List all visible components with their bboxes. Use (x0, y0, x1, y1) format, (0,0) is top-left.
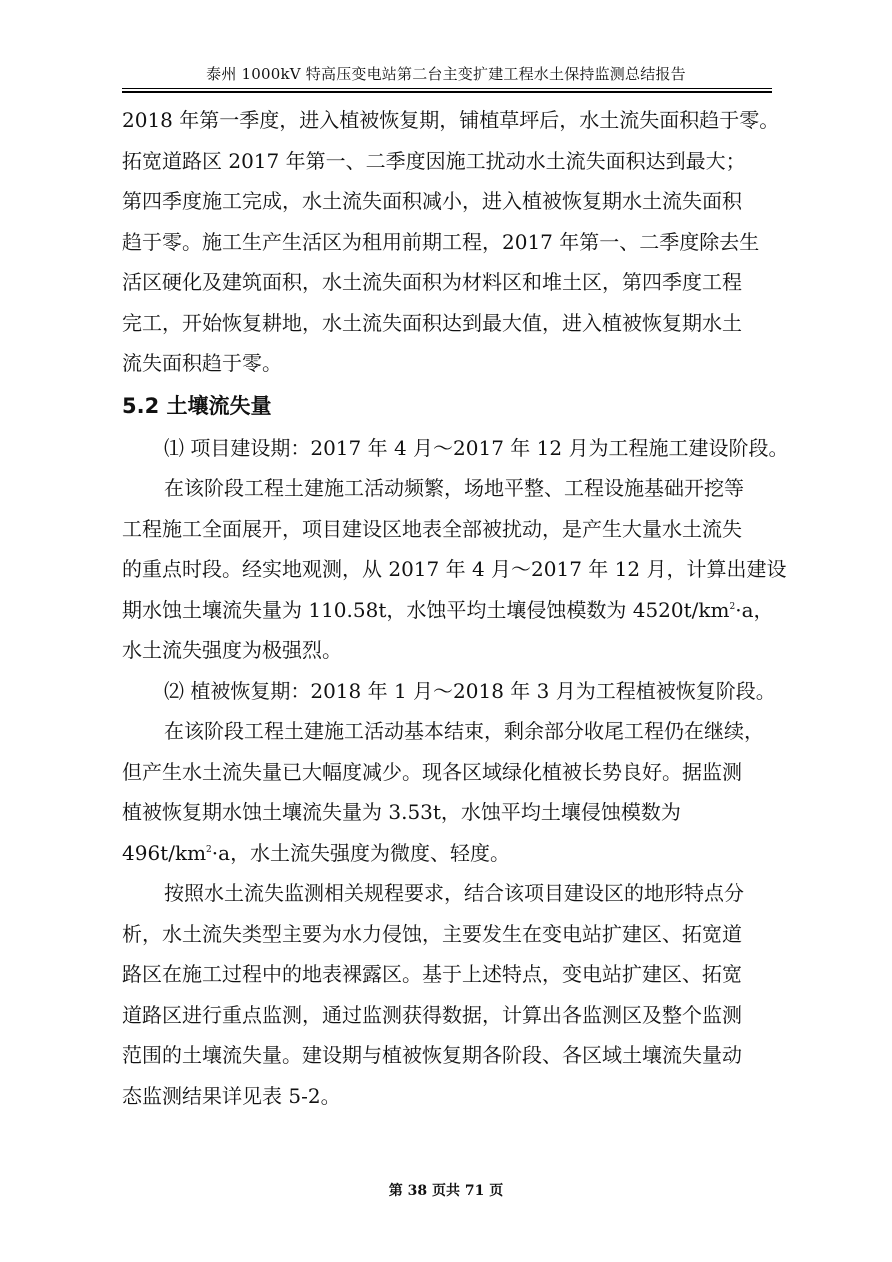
text-line: 析，水土流失类型主要为水力侵蚀，主要发生在变电站扩建区、拓宽道 (122, 921, 742, 946)
page-number: 第 38 页共 71 页 (388, 1183, 504, 1199)
text-line: 完工，开始恢复耕地，水土流失面积达到最大值，进入植被恢复期水土 (122, 310, 742, 335)
header-divider (122, 88, 772, 89)
text-line: 态监测结果详见表 5-2。 (122, 1083, 341, 1108)
paragraph-vegetation-period (122, 711, 778, 873)
section-heading: 5.2 土壤流失量 (122, 393, 272, 418)
text-line: 2018 年第一季度，进入植被恢复期，铺植草坪后，水土流失面积趋于零。 (122, 108, 780, 132)
report-header-title: 泰州 1000kV 特高压变电站第二台主变扩建工程水土保持监测总结报告 (206, 65, 686, 83)
text-line: 工程施工全面展开，项目建设区地表全部被扰动，是产生大量水土流失 (122, 516, 742, 541)
text-run: ·a， (735, 597, 774, 622)
text-line: 拓宽道路区 2017 年第一、二季度因施工扰动水土流失面积达到最大； (122, 148, 746, 173)
paragraph-monitoring-summary (122, 873, 778, 1116)
text-line: 活区硬化及建筑面积，水土流失面积为材料区和堆土区，第四季度工程 (122, 270, 742, 294)
text-line: 路区在施工过程中的地表裸露区。基于上述特点，变电站扩建区、拓宽 (122, 962, 742, 986)
paragraph-construction-period (122, 468, 787, 671)
text-line (122, 590, 778, 631)
text-line: 在该阶段工程土建施工活动基本结束，剩余部分收尾工程仍在继续， (164, 719, 764, 743)
text-line: 按照水土流失监测相关规程要求，结合该项目建设区的地形特点分 (164, 881, 744, 905)
text-line: 道路区进行重点监测，通过监测获得数据，计算出各监测区及整个监测 (122, 1002, 742, 1027)
header-divider-thick (122, 91, 772, 93)
text-line: 第四季度施工完成，水土流失面积减小，进入植被恢复期水土流失面积 (122, 189, 742, 213)
text-run: 期水蚀土壤流失量为 110.58t，水蚀平均土壤侵蚀模数为 4520t/km (122, 597, 730, 622)
superscript: 2 (729, 601, 736, 612)
text-line: 在该阶段工程土建施工活动频繁，场地平整、工程设施基础开挖等 (164, 476, 744, 500)
text-run: ·a，水土流失强度为微度、轻度。 (211, 840, 511, 865)
list-item-vegetation-period: ⑵ 植被恢复期：2018 年 1 月～2018 年 3 月为工程植被恢复阶段。 (164, 678, 776, 703)
text-line: 但产生水土流失量已大幅度减少。现各区域绿化植被长势良好。据监测 (122, 759, 742, 784)
paragraph-erosion-area (122, 100, 778, 384)
text-line: 的重点时段。经实地观测，从 2017 年 4 月～2017 年 12 月，计算出建设 (122, 557, 787, 581)
text-line: 流失面积趋于零。 (122, 351, 282, 375)
text-line (122, 833, 778, 874)
text-line: 水土流失强度为极强烈。 (122, 638, 342, 662)
document-body (122, 100, 789, 1116)
list-item-construction-period: ⑴ 项目建设期：2017 年 4 月～2017 年 12 月为工程施工建设阶段。 (164, 435, 789, 460)
text-run: 496t/km (122, 840, 207, 865)
text-line: 范围的土壤流失量。建设期与植被恢复期各阶段、各区域土壤流失量动 (122, 1043, 742, 1067)
text-line: 植被恢复期水蚀土壤流失量为 3.53t，水蚀平均土壤侵蚀模数为 (122, 800, 681, 824)
text-line: 趋于零。施工生产生活区为租用前期工程，2017 年第一、二季度除去生 (122, 229, 760, 254)
superscript: 2 (206, 844, 212, 855)
